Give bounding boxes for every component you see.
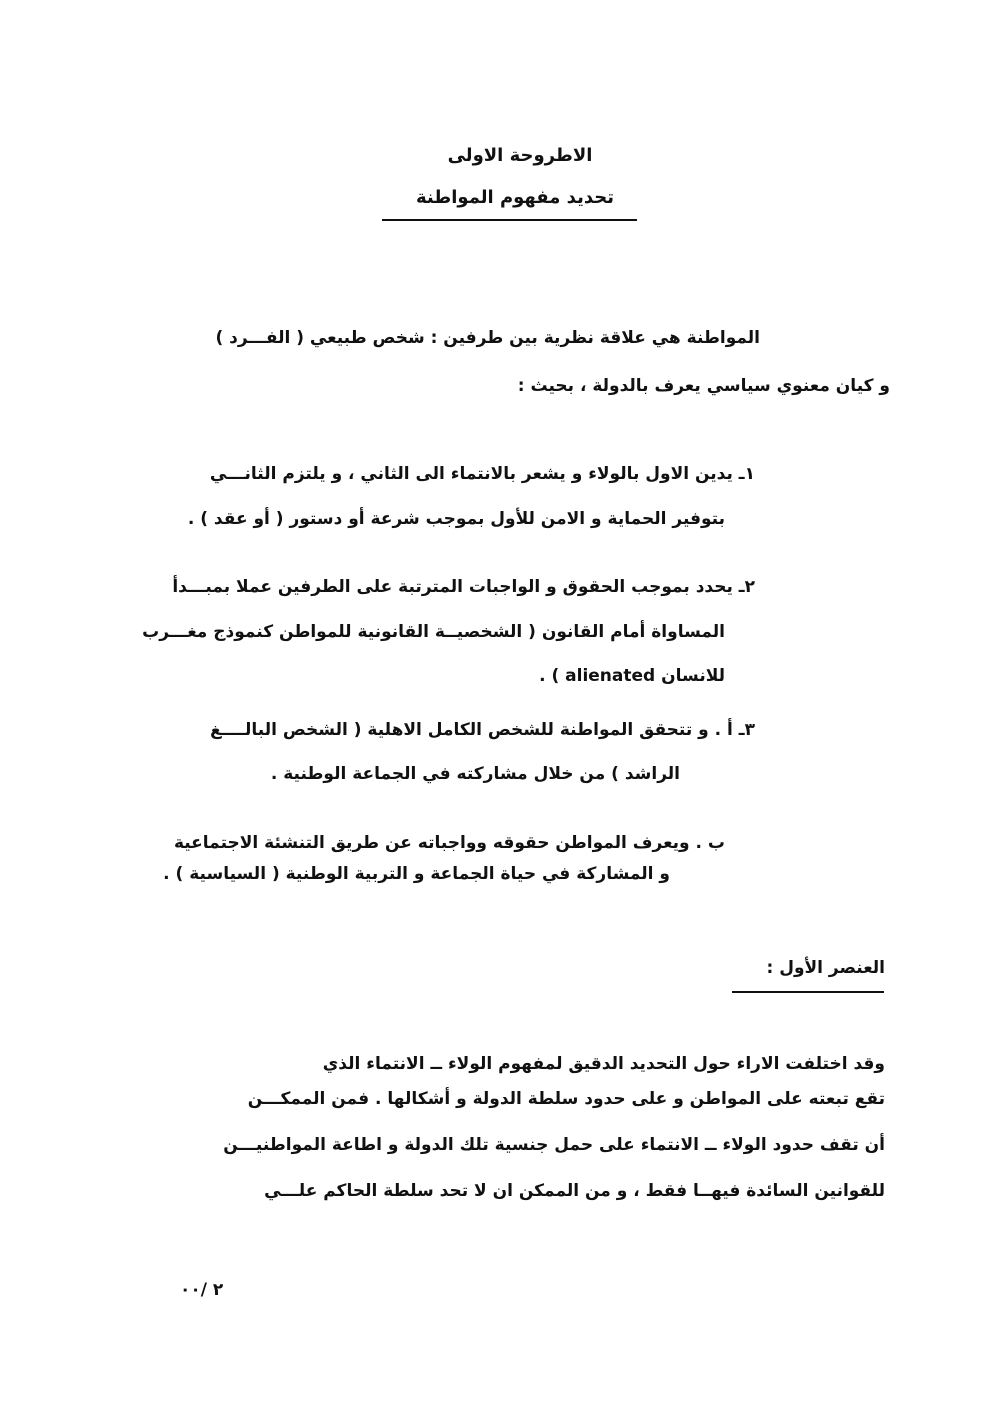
item-2-line-3: للانسان alienated ) .	[539, 666, 725, 686]
section-body-line-1: وقد اختلفت الاراء حول التحديد الدقيق لمفهوم الولاء ــ الانتماء الذي	[322, 1054, 885, 1074]
item-3b-line-1: ب . ويعرف المواطن حقوقه وواجباته عن طريق التنشئة الاجتماعية	[173, 833, 725, 853]
item-2-line-2: المساواة أمام القانون ( الشخصيــة القانونية للمواطن كنموذج مغـــرب	[142, 622, 725, 642]
intro-line-1: المواطنة هي علاقة نظرية بين طرفين : شخص طبيعي ( الفـــرد )	[215, 328, 760, 348]
document-title: الاطروحة الاولى	[447, 145, 593, 166]
section-body-line-4: للقوانين السائدة فيهــا فقط ، و من الممكن ان لا تحد سلطة الحاكم علـــي	[264, 1181, 885, 1201]
item-1-line-2: بتوفير الحماية و الامن للأول بموجب شرعة أو دستور ( أو عقد ) .	[187, 509, 725, 529]
section-body-line-3: أن تقف حدود الولاء ــ الانتماء على حمل جنسية تلك الدولة و اطاعة المواطنيـــن	[223, 1135, 885, 1155]
intro-line-2: و كيان معنوي سياسي يعرف بالدولة ، بحيث :	[517, 376, 890, 396]
section-heading: العنصر الأول :	[766, 958, 885, 978]
item-3b-line-2: و المشاركة في حياة الجماعة و التربية الوطنية ( السياسية ) .	[163, 864, 670, 884]
item-1-line-1: ١ـ يدين الاول بالولاء و يشعر بالانتماء الى الثاني ، و يلتزم الثانـــي	[209, 464, 755, 484]
item-3a-line-1: ٣ـ أ . و تتحقق المواطنة للشخص الكامل الاهلية ( الشخص البالــــغ	[210, 720, 755, 740]
subtitle-underline	[382, 219, 637, 221]
section-heading-underline	[732, 991, 884, 993]
document-subtitle: تحديد مفهوم المواطنة	[416, 187, 614, 208]
page-number: ٢ /٠٠	[180, 1280, 224, 1300]
section-body-line-2: تقع تبعته على المواطن و على حدود سلطة الدولة و أشكالها . فمن الممكـــن	[247, 1089, 885, 1109]
item-3a-line-2: الراشد ) من خلال مشاركته في الجماعة الوطنية .	[270, 764, 680, 784]
item-2-line-1: ٢ـ يحدد بموجب الحقوق و الواجبات المترتبة على الطرفين عملا بمبـــدأ	[172, 577, 755, 597]
